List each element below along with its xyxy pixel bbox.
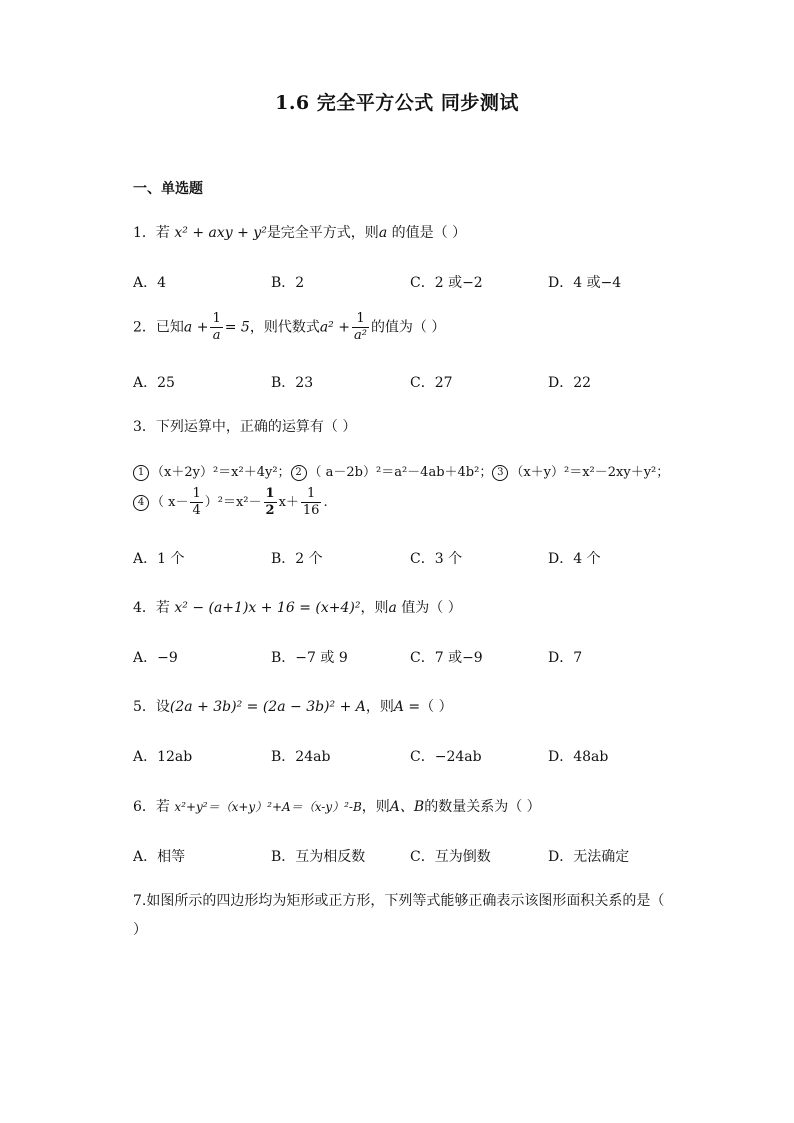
q1-option-c: C．2 或−2 (410, 275, 483, 291)
q4-option-d: D．7 (548, 650, 583, 666)
q3-frac2-den: 2 (265, 503, 275, 518)
q2-fraction-1 (210, 311, 222, 344)
q3-frac1-den: 4 (192, 503, 201, 518)
q3-frac2-num: 1 (265, 486, 275, 501)
q5-math: (2a + 3b)² = (2a − 3b)² + A (169, 699, 366, 715)
q3-statement-3: （x＋y）²＝x²－2xy＋y²； (510, 465, 670, 480)
q4-mid: ，则 (360, 600, 389, 616)
q3-fraction-1 (190, 486, 202, 519)
q3-l2-text-2: ）²＝x²－ (204, 495, 262, 510)
q2-prefix: 2．已知 (133, 319, 184, 336)
q2-math2: = 5 (224, 319, 250, 336)
q3-l2-text-1: （ x－ (151, 495, 189, 510)
q3-frac3-num: 1 (301, 486, 322, 503)
q3-l2-text-3: x＋ (278, 495, 299, 510)
q3-statements-line-1 (133, 461, 669, 481)
q2-frac2-num: 1 (352, 311, 369, 328)
q5-option-a: A．12ab (133, 749, 193, 765)
section-heading: 一、单选题 (133, 181, 203, 197)
q2-math1: a + (183, 319, 209, 336)
q1-suffix: 的值是（ ） (387, 225, 467, 241)
q6-var: A、B (389, 799, 425, 815)
q2-fraction-2 (352, 311, 369, 344)
q2-suffix: 的值为（ ） (370, 319, 446, 336)
q3-option-a: A．1 个 (133, 551, 185, 567)
q5-option-c: C．−24ab (410, 749, 482, 765)
q4-prefix: 4．若 (133, 600, 175, 616)
q1-mid: 是完全平方式，则 (266, 225, 379, 241)
q5-mid: ，则 (365, 699, 394, 715)
q3-statement-2: （ a－2b）²＝a²－4ab＋4b²； (308, 465, 493, 480)
q1-prefix: 1．若 (133, 225, 175, 241)
q6-option-d: D．无法确定 (548, 849, 630, 865)
q2-option-b: B．23 (271, 375, 314, 391)
q6-suffix: 的数量关系为（ ） (424, 799, 541, 815)
q3-frac1-num: 1 (192, 486, 201, 501)
q3-frac3-den: 16 (302, 503, 320, 518)
q6-mid: ，则 (361, 799, 390, 815)
q3-statements-line-2 (133, 486, 328, 519)
q2-frac1-den: a (212, 328, 221, 343)
q5-option-b: B．24ab (271, 749, 331, 765)
q6-prefix: 6．若 (133, 799, 175, 815)
q3-fraction-3 (301, 486, 322, 519)
q1-option-b: B．2 (271, 275, 305, 291)
q4-var: a (388, 600, 397, 616)
q3-marker-1: 1 (133, 465, 149, 481)
q1-option-a: A．4 (133, 275, 167, 291)
page-title: 1.6 完全平方公式 同步测试 (275, 92, 519, 114)
q3-option-b: B．2 个 (271, 551, 323, 567)
q5-math2: A = (393, 699, 421, 715)
q2-mid: ，则代数式 (249, 319, 320, 336)
q5-suffix: （ ） (420, 699, 453, 715)
q4-suffix: 值为（ ） (396, 600, 462, 616)
question-7-stem: 7.如图所示的四边形均为矩形或正方形，下列等式能够正确表示该图形面积关系的是（ (133, 893, 665, 909)
q2-frac2-den: a² (353, 328, 367, 343)
question-6-stem (133, 796, 541, 816)
q2-option-a: A．25 (133, 375, 175, 391)
q3-marker-4: 4 (133, 495, 149, 511)
question-1-stem (133, 222, 466, 242)
q3-statement-1: （x＋2y）²＝x²＋4y²； (151, 465, 291, 480)
question-4-stem (133, 597, 462, 617)
q3-marker-3: 3 (492, 465, 508, 481)
q2-option-c: C．27 (410, 375, 453, 391)
q5-option-d: D．48ab (548, 749, 609, 765)
q4-option-a: A．−9 (133, 650, 178, 666)
q1-math: x² + axy + y² (174, 225, 267, 241)
q6-option-c: C．互为倒数 (410, 849, 491, 865)
q3-option-c: C．3 个 (410, 551, 463, 567)
question-7-stem-continued: ） (133, 922, 147, 938)
q2-math3: a² + (319, 319, 350, 336)
q4-option-c: C．7 或−9 (410, 650, 483, 666)
q5-prefix: 5．设 (133, 699, 170, 715)
question-5-stem (133, 696, 453, 716)
q3-fraction-2 (264, 486, 277, 519)
q1-option-d: D．4 或−4 (548, 275, 622, 291)
q3-option-d: D．4 个 (548, 551, 601, 567)
q2-option-d: D．22 (548, 375, 592, 391)
q2-frac1-num: 1 (212, 311, 221, 326)
q6-option-b: B．互为相反数 (271, 849, 366, 865)
q3-l2-text-4: . (323, 495, 328, 510)
q6-option-a: A．相等 (133, 849, 186, 865)
question-2-stem (133, 311, 445, 344)
q4-math: x² − (a+1)x + 16 = (x+4)² (174, 600, 361, 616)
q4-option-b: B．−7 或 9 (271, 650, 348, 666)
q6-math: x²+y²＝（x+y）²+A＝（x-y）²-B (174, 800, 362, 814)
q3-marker-2: 2 (291, 465, 307, 481)
q1-var: a (378, 225, 388, 241)
question-3-stem: 3．下列运算中，正确的运算有（ ） (133, 419, 357, 435)
